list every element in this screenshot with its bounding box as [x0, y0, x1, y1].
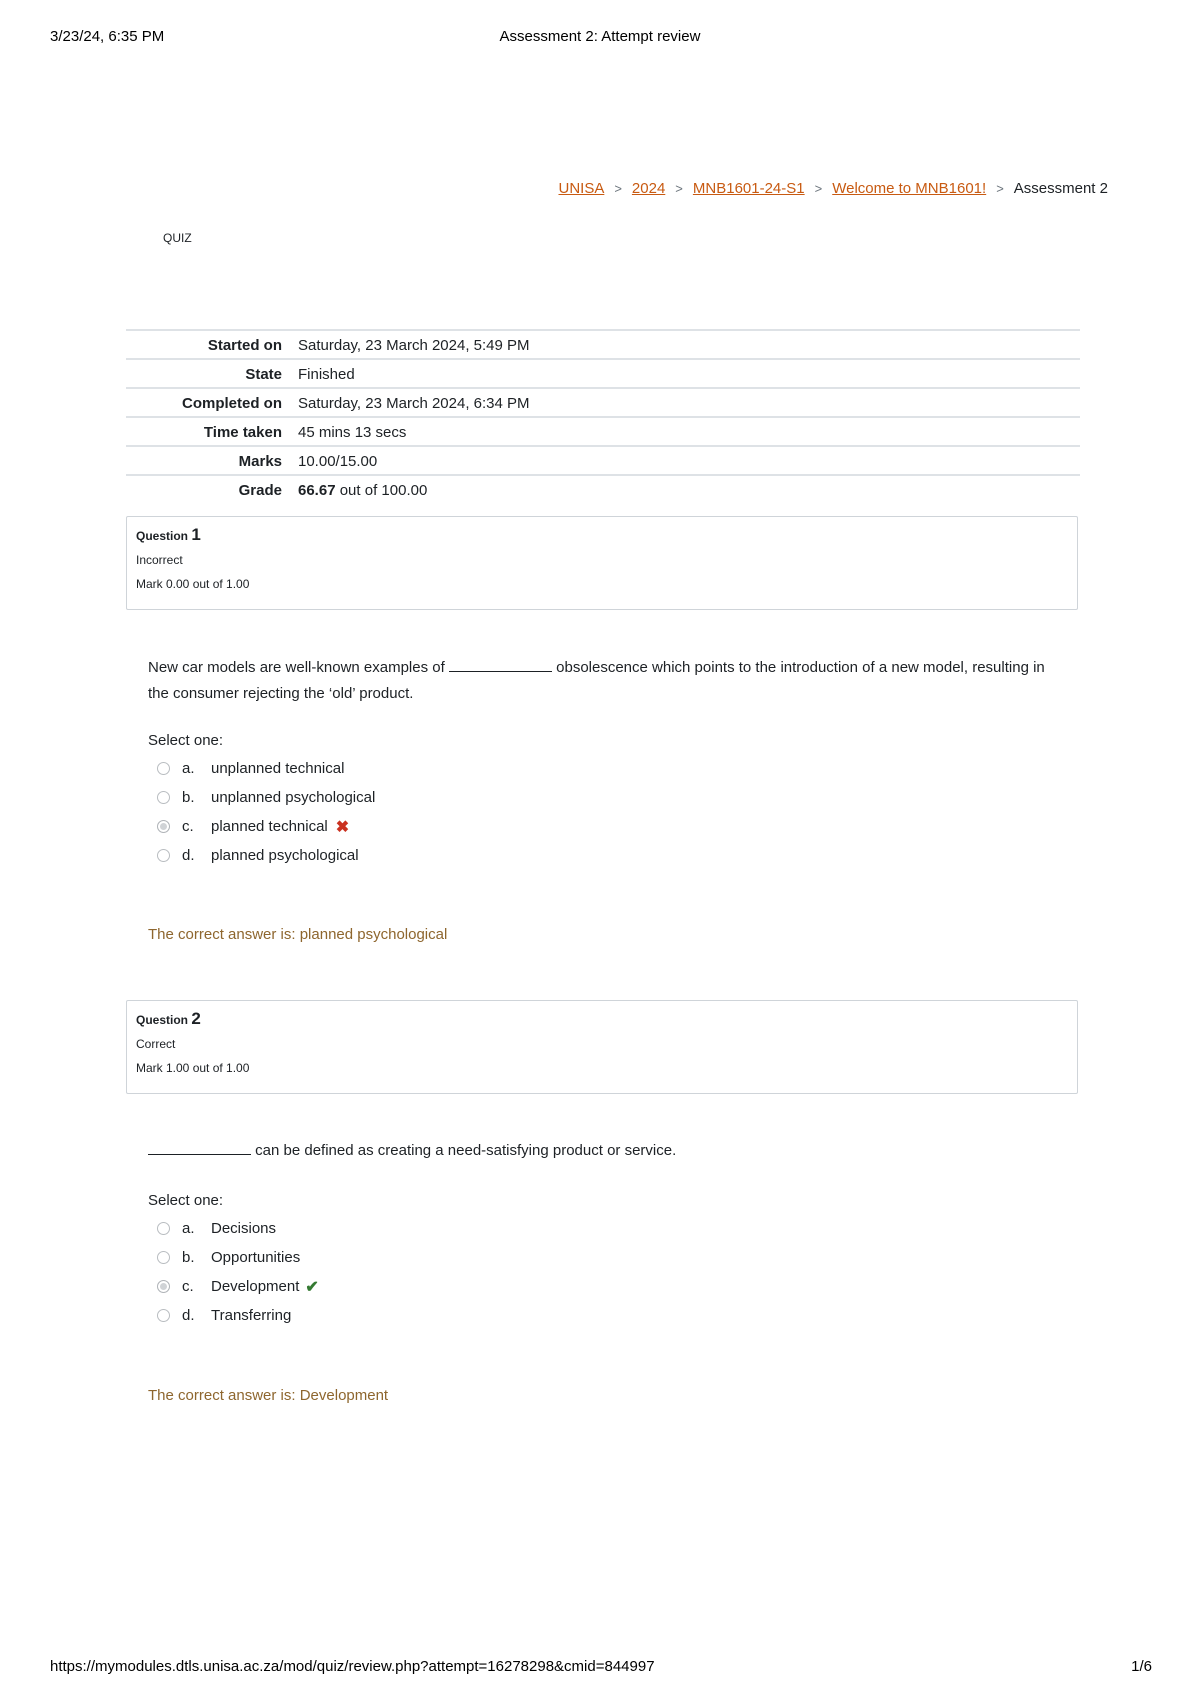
select-one-label: Select one:	[148, 1192, 224, 1209]
question-mark: Mark 1.00 out of 1.00	[136, 1061, 250, 1075]
answer-text: unplanned technical	[211, 760, 345, 777]
answer-letter: c.	[182, 1278, 194, 1295]
chevron-right-icon: >	[996, 181, 1004, 196]
fill-blank	[148, 1140, 251, 1155]
summary-label: Completed on	[182, 394, 282, 412]
question-state: Incorrect	[136, 553, 183, 567]
question-text-part: New car models are well-known examples of	[148, 659, 445, 676]
grade-suffix: out of 100.00	[339, 481, 428, 499]
breadcrumb	[558, 180, 1108, 197]
print-page-number: 1/6	[1131, 1658, 1152, 1675]
question-number-value: 1	[191, 525, 201, 544]
question-number-value: 2	[191, 1009, 201, 1028]
answer-option[interactable]	[157, 754, 375, 783]
radio-button[interactable]	[157, 1222, 170, 1235]
answer-option[interactable]	[157, 812, 375, 841]
cross-icon: ✖	[335, 818, 350, 836]
correct-answer-feedback: The correct answer is: planned psychological	[148, 926, 448, 943]
question-mark: Mark 0.00 out of 1.00	[136, 577, 250, 591]
summary-row	[126, 330, 1080, 359]
answer-option[interactable]	[157, 783, 375, 812]
answer-option[interactable]	[157, 1301, 319, 1330]
summary-row	[126, 388, 1080, 417]
radio-button[interactable]	[157, 762, 170, 775]
grade-cell	[298, 475, 1080, 503]
fill-blank	[449, 657, 552, 672]
answer-text: planned psychological	[211, 847, 359, 864]
radio-button[interactable]	[157, 791, 170, 804]
radio-button[interactable]	[157, 1309, 170, 1322]
question-label: Question	[136, 529, 189, 543]
summary-value: Finished	[298, 365, 355, 383]
answer-option[interactable]	[157, 841, 375, 870]
question-number	[136, 1009, 1068, 1029]
answer-option[interactable]	[157, 1272, 319, 1301]
summary-value: Saturday, 23 March 2024, 5:49 PM	[298, 336, 530, 354]
answer-text: Opportunities	[211, 1249, 301, 1266]
summary-label: Started on	[207, 336, 282, 354]
radio-button[interactable]	[157, 1251, 170, 1264]
answer-option[interactable]	[157, 1243, 319, 1272]
correct-answer-feedback: The correct answer is: Development	[148, 1387, 389, 1404]
answer-text: Decisions	[211, 1220, 277, 1237]
question-label: Question	[136, 1013, 189, 1027]
print-title: Assessment 2: Attempt review	[499, 28, 701, 45]
answer-letter: b.	[182, 1249, 195, 1266]
radio-button-selected[interactable]	[157, 1280, 170, 1293]
select-one-label: Select one:	[148, 732, 224, 749]
answer-letter: d.	[182, 847, 195, 864]
answer-text: Transferring	[211, 1307, 292, 1324]
grade-label: Grade	[238, 481, 282, 499]
summary-value: 45 mins 13 secs	[298, 423, 407, 441]
summary-value: 10.00/15.00	[298, 452, 378, 470]
attempt-summary-table	[126, 329, 1080, 503]
question-number	[136, 525, 1068, 545]
print-url: https://mymodules.dtls.unisa.ac.za/mod/quiz/review.php?attempt=16278298&cmid=844997	[50, 1658, 655, 1675]
question-info-1	[126, 516, 1078, 610]
answer-text: planned technical	[211, 818, 328, 835]
summary-label: Marks	[238, 452, 282, 470]
answer-text: unplanned psychological	[211, 789, 376, 806]
print-datetime: 3/23/24, 6:35 PM	[50, 28, 165, 45]
question-text-part: can be defined as creating a need-satisfying product or service.	[255, 1142, 677, 1159]
answer-letter: c.	[182, 818, 194, 835]
check-icon: ✔	[305, 1278, 319, 1296]
chevron-right-icon: >	[614, 181, 622, 196]
breadcrumb-link-course[interactable]: MNB1601-24-S1	[692, 180, 805, 197]
answer-list-1	[157, 754, 375, 870]
chevron-right-icon: >	[675, 181, 683, 196]
summary-row	[126, 446, 1080, 475]
radio-button-selected[interactable]	[157, 820, 170, 833]
breadcrumb-link-unisa[interactable]: UNISA	[558, 180, 605, 197]
grade-value: 66.67	[298, 481, 336, 499]
question-text-part: obsolescence which points to the introduction of a new model, resulting in the consumer rejecting the ‘old’ product.	[148, 659, 1045, 702]
answer-letter: b.	[182, 789, 195, 806]
summary-row	[126, 359, 1080, 388]
question-state: Correct	[136, 1037, 176, 1051]
activity-type-label: QUIZ	[163, 231, 192, 245]
answer-list-2	[157, 1214, 319, 1330]
answer-option[interactable]	[157, 1214, 319, 1243]
answer-letter: a.	[182, 1220, 195, 1237]
answer-text: Development	[211, 1278, 300, 1295]
summary-label: Time taken	[203, 423, 282, 441]
summary-row	[126, 417, 1080, 446]
radio-button[interactable]	[157, 849, 170, 862]
question-text-1	[148, 655, 1068, 707]
breadcrumb-current: Assessment 2	[1013, 180, 1108, 197]
question-info-2	[126, 1000, 1078, 1094]
summary-row-grade	[126, 475, 1080, 503]
chevron-right-icon: >	[814, 181, 823, 196]
summary-value: Saturday, 23 March 2024, 6:34 PM	[298, 394, 530, 412]
breadcrumb-link-section[interactable]: Welcome to MNB1601!	[832, 180, 987, 197]
question-text-2	[148, 1138, 1068, 1164]
answer-letter: a.	[182, 760, 195, 777]
answer-letter: d.	[182, 1307, 195, 1324]
breadcrumb-link-year[interactable]: 2024	[631, 180, 666, 197]
summary-label: State	[245, 365, 282, 383]
